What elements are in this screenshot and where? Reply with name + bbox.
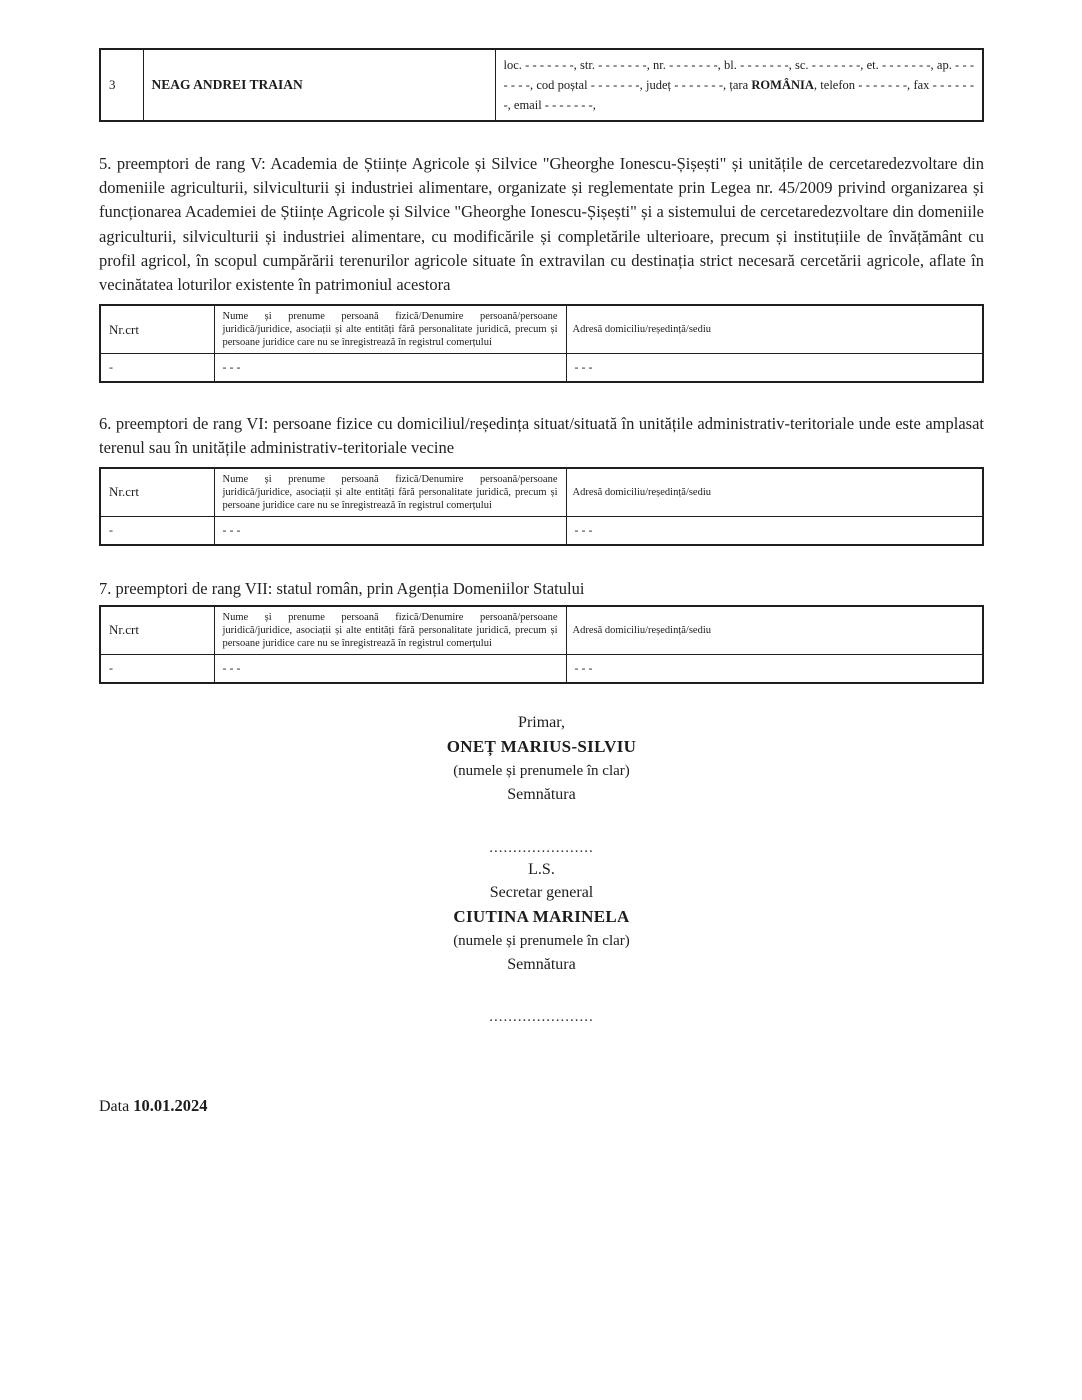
document-date-line xyxy=(99,1096,984,1116)
table-row xyxy=(100,654,983,683)
header-address-cell: Adresă domiciliu/reședință/sediu xyxy=(566,305,983,354)
signature-dotted-line: ...................... xyxy=(489,839,594,856)
section6-heading: 6. preemptori de rang VI: persoane fizice cu domiciliul/reședința situat/situată în unitățile administrativ-teritoriale unde este amplasat terenul sau în unitățile administrativ-teritoriale vecine xyxy=(99,414,984,458)
date-label: Data xyxy=(99,1098,130,1116)
table-header-row xyxy=(100,305,983,354)
name-clarification-note: (numele și prenumele în clar) xyxy=(453,763,630,780)
preemptor-address-cell: - - - xyxy=(566,354,983,383)
preemptor-name-cell: NEAG ANDREI TRAIAN xyxy=(143,49,495,121)
preemptor-address-cell: - - - xyxy=(566,654,983,683)
signature-label: Semnătura xyxy=(507,956,576,974)
mayor-role-label: Primar, xyxy=(518,713,565,731)
table-row xyxy=(100,354,983,383)
table-row xyxy=(100,516,983,545)
header-address-cell: Adresă domiciliu/reședință/sediu xyxy=(566,468,983,517)
row-number-cell: - xyxy=(100,654,214,683)
table-row xyxy=(100,49,983,121)
signature-block xyxy=(99,711,984,1029)
signature-label: Semnătura xyxy=(507,786,576,804)
rank-vi-preemptor-table xyxy=(99,467,984,546)
rank-v-preemptor-table xyxy=(99,304,984,383)
header-address-cell: Adresă domiciliu/reședință/sediu xyxy=(566,606,983,655)
preemptor-name-cell: - - - xyxy=(214,516,566,545)
preemptor-name-cell: - - - xyxy=(214,354,566,383)
address-text: loc. - - - - - - -, str. - - - - - - -, nr. - - - - - - -, bl. - - - - - - -, sc. - - - - - - -, et. - - - - - - -, ap. - - - - - - -, cod poștal - - - - - - -, județ - - - - - - -, țara xyxy=(503,58,974,92)
header-name-cell: Nume și prenume persoană fizică/Denumire persoană/persoane juridică/juridice, asociații și alte entități fără personalitate juridică, precum și persoane juridice care nu se înregistrează în registrul comerțului xyxy=(214,305,566,354)
section5-heading: 5. preemptori de rang V: Academia de Științe Agricole și Silvice "Gheorghe Ionescu-Șișești" și unitățile de cercetaredezvoltare din domeniile agriculturii, silviculturii și industriei alimentare, organizate și reglementate prin Legea nr. 45/2009 privind organizarea și funcționarea Academiei de Științe Agricole și Silvice "Gheorghe Ionescu-Șișești" și a sistemului de cercetaredezvoltare din domeniile agriculturii, silviculturii și industriei alimentare, cu modificările și completările ulterioare, precum și instituțiile de învățământ cu profil agricol, în scopul cumpărării terenurilor agricole situate în extravilan cu destinația strict necesară cercetării agricole, aflate în vecinătatea loturilor existente în patrimoniul acestora xyxy=(99,154,984,295)
table-header-row xyxy=(100,606,983,655)
secretary-name: CIUTINA MARINELA xyxy=(453,906,630,926)
address-country: ROMÂNIA xyxy=(751,78,814,92)
rank-iv-preemptor-table xyxy=(99,48,984,122)
preemptor-name-cell: - - - xyxy=(214,654,566,683)
header-name-cell: Nume și prenume persoană fizică/Denumire persoană/persoane juridică/juridice, asociații și alte entități fără personalitate juridică, precum și persoane juridice care nu se înregistrează în registrul comerțului xyxy=(214,468,566,517)
signature-dotted-line: ...................... xyxy=(489,1009,594,1026)
header-nr-cell: Nr.crt xyxy=(100,468,214,517)
row-number-cell: - xyxy=(100,354,214,383)
row-number-cell: 3 xyxy=(100,49,143,121)
preemptor-address-cell xyxy=(495,49,983,121)
address-text-after: , telefon - - - - - - -, fax - - - - - - -, email - - - - - - -, xyxy=(503,78,975,112)
rank-vii-preemptor-table xyxy=(99,605,984,684)
preemptor-address-cell: - - - xyxy=(566,516,983,545)
date-value: 10.01.2024 xyxy=(133,1096,208,1116)
header-nr-cell: Nr.crt xyxy=(100,305,214,354)
name-clarification-note: (numele și prenumele în clar) xyxy=(453,933,630,950)
table-header-row xyxy=(100,468,983,517)
secretary-role-label: Secretar general xyxy=(489,883,594,901)
stamp-placeholder-label: L.S. xyxy=(528,860,555,878)
row-number-cell: - xyxy=(100,516,214,545)
header-name-cell: Nume și prenume persoană fizică/Denumire persoană/persoane juridică/juridice, asociații și alte entități fără personalitate juridică, precum și persoane juridice care nu se înregistrează în registrul comerțului xyxy=(214,606,566,655)
mayor-name: ONEȚ MARIUS-SILVIU xyxy=(446,737,637,757)
section7-heading: 7. preemptori de rang VII: statul român, prin Agenția Domeniilor Statului xyxy=(99,578,585,598)
header-nr-cell: Nr.crt xyxy=(100,606,214,655)
